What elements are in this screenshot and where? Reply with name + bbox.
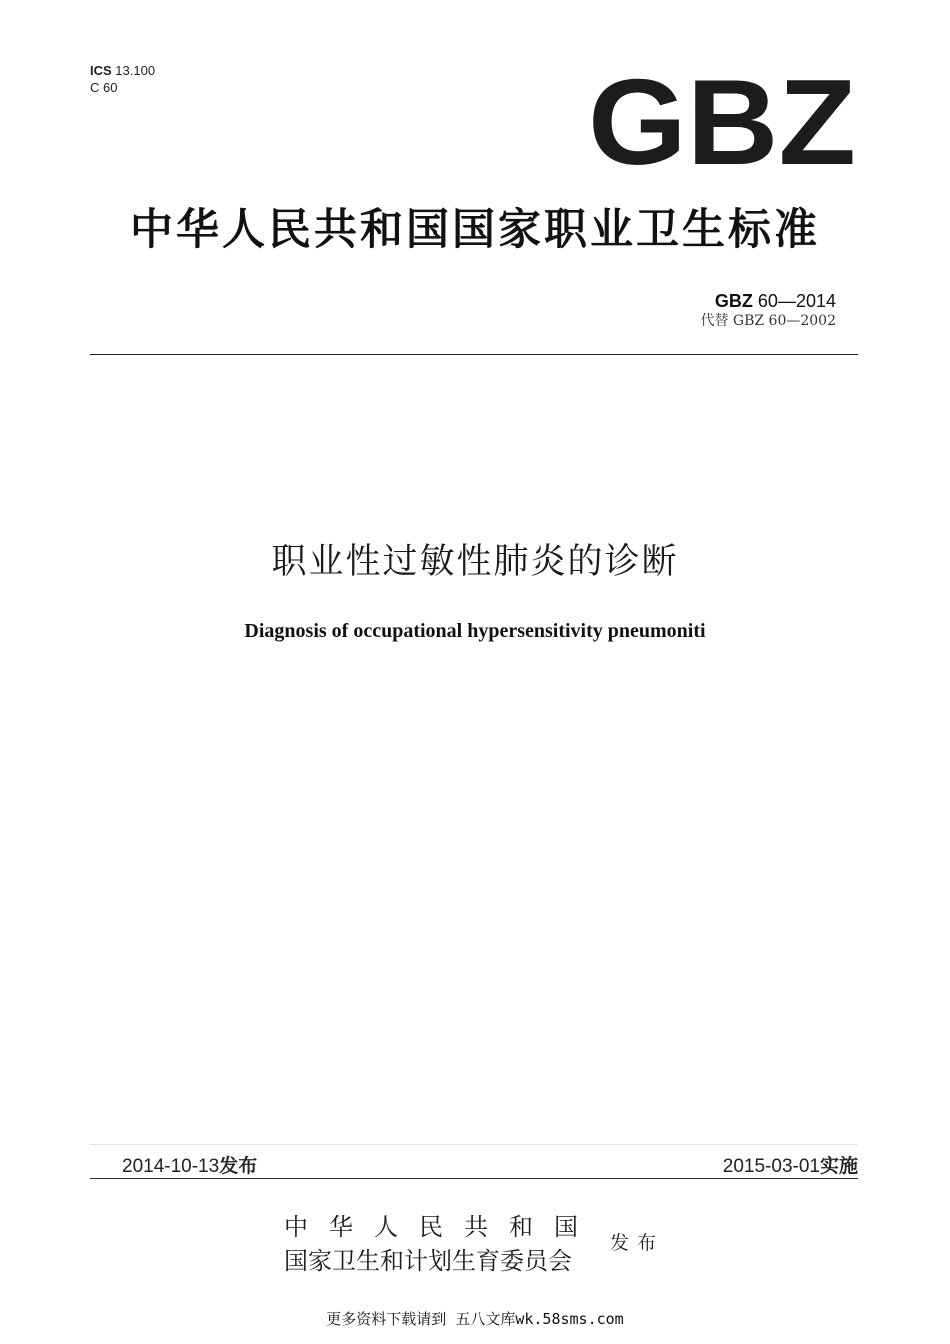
issue-date-value: 2014-10-13 <box>122 1156 220 1177</box>
issue-date <box>122 1151 257 1178</box>
issuer-line-2: 国家卫生和计划生育委员会 <box>284 1247 572 1275</box>
standard-code-block <box>700 290 836 330</box>
issue-date-label: 发布 <box>219 1155 258 1177</box>
issuing-authority <box>284 1210 599 1278</box>
standard-category-title: 中华人民共和国国家职业卫生标准 <box>130 205 820 255</box>
gbz-logo-text: GBZ <box>588 76 856 168</box>
issuer-action: 发布 <box>610 1232 665 1254</box>
effective-date-label: 实施 <box>819 1155 858 1177</box>
document-title-cn: 职业性过敏性肺炎的诊断 <box>271 542 679 582</box>
download-note: 更多资料下载请到 五八文库wk.58sms.com <box>326 1310 624 1328</box>
issuer-line-1: 中华人民共和国 <box>284 1213 599 1241</box>
standard-code-number: 60—2014 <box>757 291 836 311</box>
faint-divider <box>90 1144 858 1145</box>
replaced-standard: 代替 GBZ 60—2002 <box>700 313 836 329</box>
footer-divider <box>90 1178 858 1179</box>
ics-label: ICS <box>90 63 112 78</box>
standard-code-prefix: GBZ <box>714 291 753 311</box>
gbz-logo <box>586 76 858 168</box>
classification-codes <box>90 62 155 96</box>
ics-code <box>90 62 155 79</box>
ics-value: 13.100 <box>115 63 156 78</box>
effective-date-value: 2015-03-01 <box>722 1156 820 1177</box>
standard-code <box>700 290 836 312</box>
document-title-en: Diagnosis of occupational hypersensitivity pneumoniti <box>244 620 706 642</box>
ccs-code: C 60 <box>90 80 118 95</box>
header-divider <box>90 354 858 355</box>
effective-date <box>723 1151 858 1178</box>
